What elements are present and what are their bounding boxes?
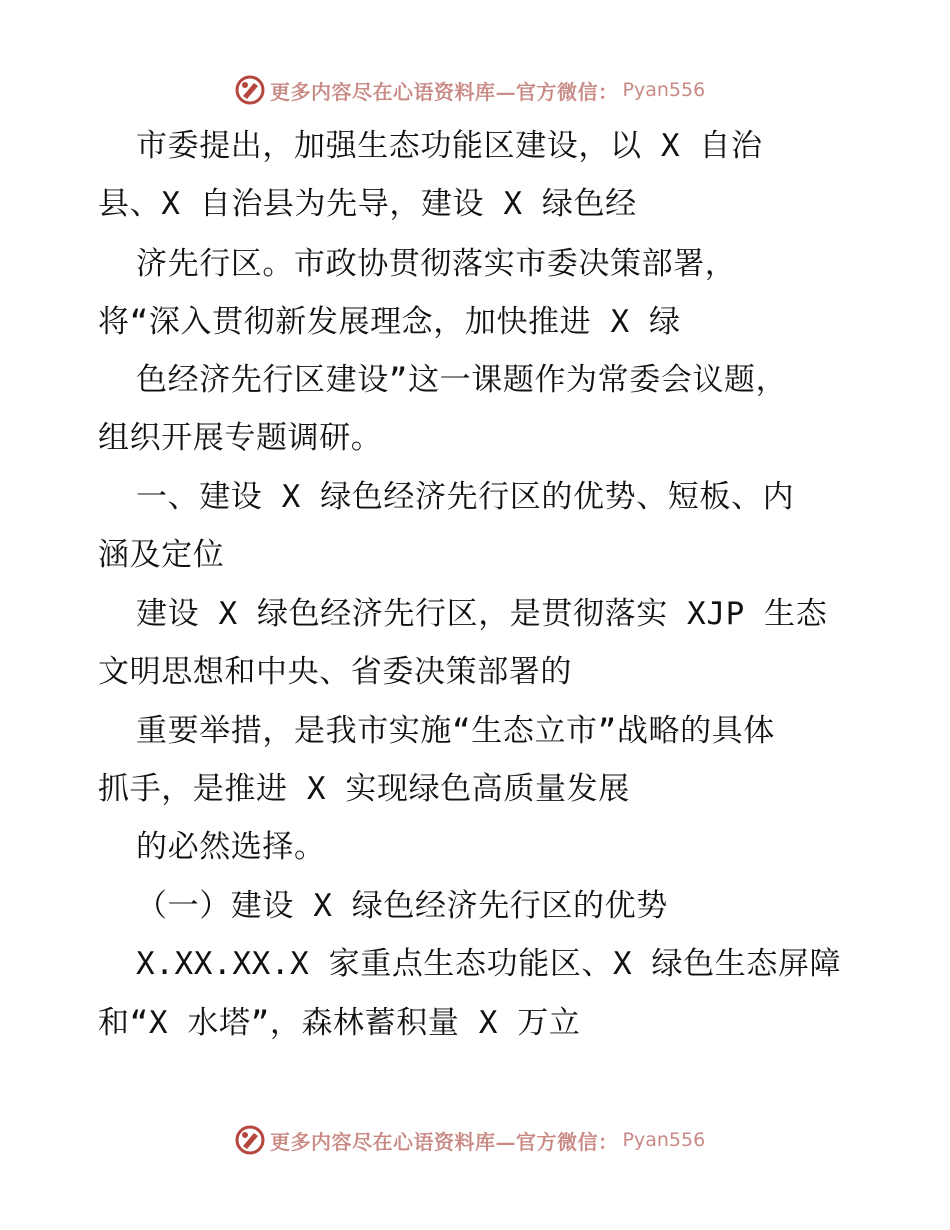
brand-logo-icon (234, 74, 266, 106)
section-heading: 一、建设 X 绿色经济先行区的优势、短板、内 (136, 479, 795, 515)
section-heading-cont: 涵及定位 (98, 537, 225, 573)
text-line: 抓手，是推进 X 实现绿色高质量发展 (98, 771, 630, 807)
text-line: X.XX.XX.X 家重点生态功能区、X 绿色生态屏障 (136, 946, 842, 982)
footer-wechat-id: Pyan556 (622, 1129, 706, 1151)
text-line: 的必然选择。 (136, 829, 326, 865)
header-wechat-id: Pyan556 (622, 79, 706, 101)
text-line: 县、X 自治县为先导，建设 X 绿色经 (98, 186, 637, 222)
text-line: 色经济先行区建设”这一课题作为常委会议题， (136, 362, 788, 398)
text-line: 文明思想和中央、省委决策部署的 (98, 654, 572, 690)
text-line: 重要举措，是我市实施“生态立市”战略的具体 (136, 713, 775, 749)
text-line: 和“X 水塔”，森林蓄积量 X 万立 (98, 1005, 581, 1041)
text-line: 市委提出，加强生态功能区建设，以 X 自治 (136, 128, 763, 164)
footer-banner (234, 1123, 705, 1157)
header-banner-text: 更多内容尽在心语资料库—官方微信： (270, 79, 619, 104)
footer-banner-text: 更多内容尽在心语资料库—官方微信： (270, 1129, 619, 1154)
subsection-heading: （一）建设 X 绿色经济先行区的优势 (136, 888, 668, 924)
text-line: 济先行区。市政协贯彻落实市委决策部署， (136, 246, 737, 282)
brand-logo-icon (234, 1124, 266, 1156)
text-line: 组织开展专题调研。 (98, 420, 383, 456)
text-line: 将“深入贯彻新发展理念，加快推进 X 绿 (98, 304, 681, 340)
text-line: 建设 X 绿色经济先行区，是贯彻落实 XJP 生态 (136, 596, 828, 632)
header-banner (234, 73, 705, 107)
